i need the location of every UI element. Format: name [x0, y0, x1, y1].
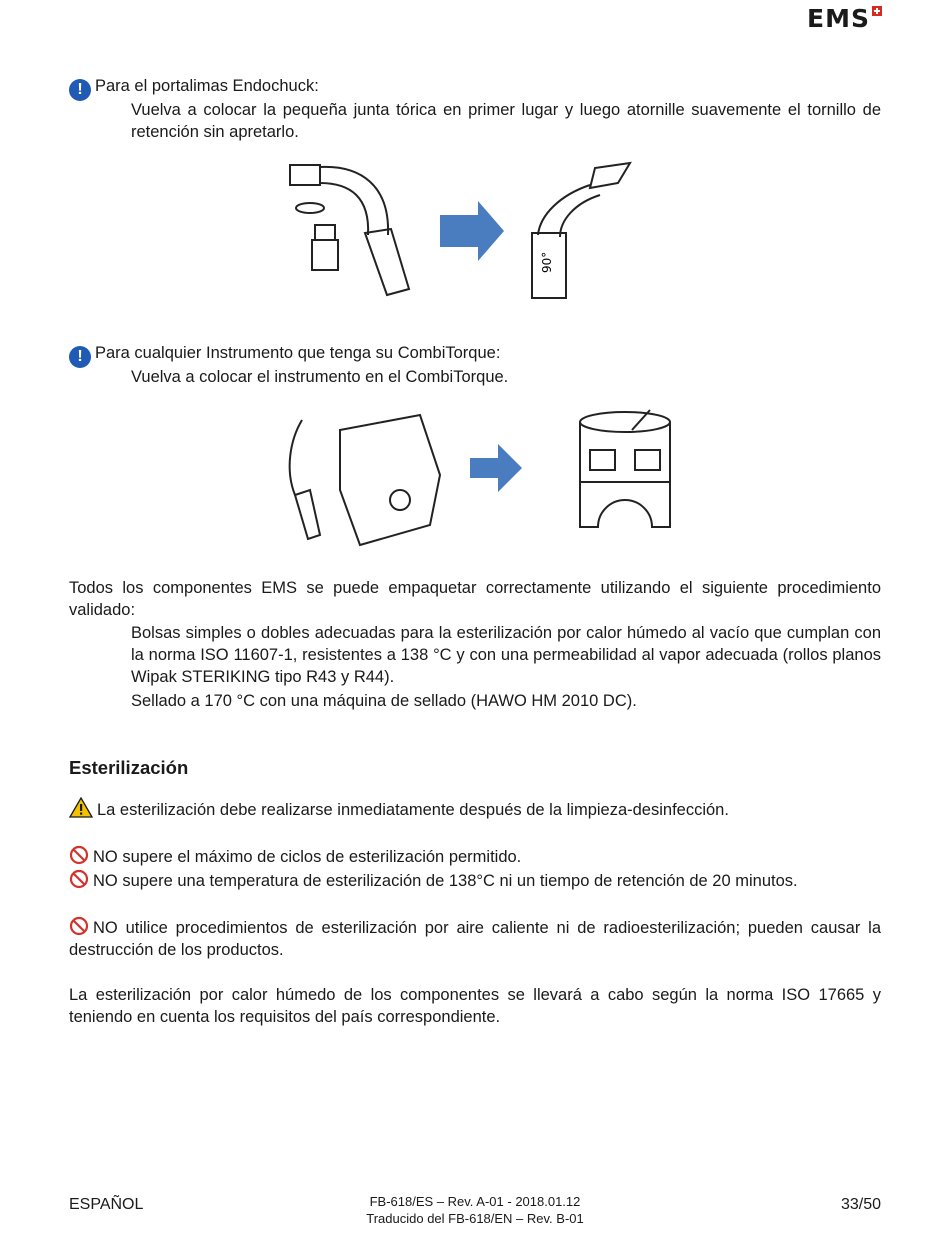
combitorque-tool: [340, 415, 440, 545]
prohibited-icon: [69, 845, 89, 865]
arrow-icon: [440, 201, 504, 261]
warning-icon: [69, 797, 93, 818]
swiss-cross-icon: [872, 6, 882, 16]
packaging-sealing: Sellado a 170 °C con una máquina de sellado (HAWO HM 2010 DC).: [131, 692, 637, 710]
info-icon: !: [69, 79, 91, 101]
footer-doc-ref: [300, 1193, 650, 1227]
prohibition-2: NO supere una temperatura de esterilización de 138°C ni un tiempo de retención de 20 minutos.: [69, 869, 881, 892]
endochuck-instruction: Vuelva a colocar la pequeña junta tórica en primer lugar y luego atornille suavemente el tornillo de retención sin apretarlo.: [131, 101, 881, 141]
file-holder-part: [290, 165, 320, 185]
combitorque-figure: [260, 400, 690, 560]
assembled-combitorque: [580, 412, 670, 432]
prohibition-1: NO supere el máximo de ciclos de esterilización permitido.: [69, 845, 881, 868]
translation-reference: Traducido del FB-618/EN – Rev. B-01: [366, 1211, 584, 1226]
endochuck-heading: ! Para el portalimas Endochuck:: [69, 75, 881, 101]
combitorque-instruction: Vuelva a colocar el instrumento en el CombiTorque.: [131, 368, 509, 386]
sterilization-standard: La esterilización por calor húmedo de los componentes se llevará a cabo según la norma ISO 17665 y teniendo en cuenta los requisitos del país correspondiente.: [69, 986, 881, 1026]
section-title: Esterilización: [69, 757, 189, 778]
angle-label: 90°: [540, 251, 554, 273]
doc-reference: FB-618/ES – Rev. A-01 - 2018.01.12: [369, 1194, 581, 1209]
o-ring: [296, 203, 324, 213]
packaging-bags: Bolsas simples o dobles adecuadas para la esterilización por calor húmedo al vacío que cumplan con la norma ISO 11607-1, resistentes a 138 °C y con una permeabilidad al vapor adecuada (rollos planos Wipak STERIKING tipo R43 y R44).: [131, 624, 881, 686]
prohibition-3: NO utilice procedimientos de esterilización por aire caliente ni de radioesterilización; pueden causar la destrucción de los productos.: [69, 916, 881, 961]
endochuck-figure: [270, 155, 650, 310]
instrument: [290, 420, 302, 495]
retention-screw: [312, 225, 338, 270]
warning-line: La esterilización debe realizarse inmediatamente después de la limpieza-desinfección.: [69, 797, 881, 821]
prohibited-icon: [69, 869, 89, 889]
arrow-icon: [470, 444, 522, 492]
page-number: 33/50: [840, 1196, 881, 1213]
handle-part: [365, 229, 409, 295]
combitorque-heading: ! Para cualquier Instrumento que tenga su CombiTorque:: [69, 342, 881, 368]
prohibited-icon: [69, 916, 89, 936]
assembled-tip: [590, 163, 630, 188]
ems-logo: EMS: [807, 8, 882, 30]
info-icon: !: [69, 346, 91, 368]
packaging-intro: Todos los componentes EMS se puede empaquetar correctamente utilizando el siguiente procedimiento validado:: [69, 579, 881, 619]
footer-language: ESPAÑOL: [69, 1196, 144, 1213]
